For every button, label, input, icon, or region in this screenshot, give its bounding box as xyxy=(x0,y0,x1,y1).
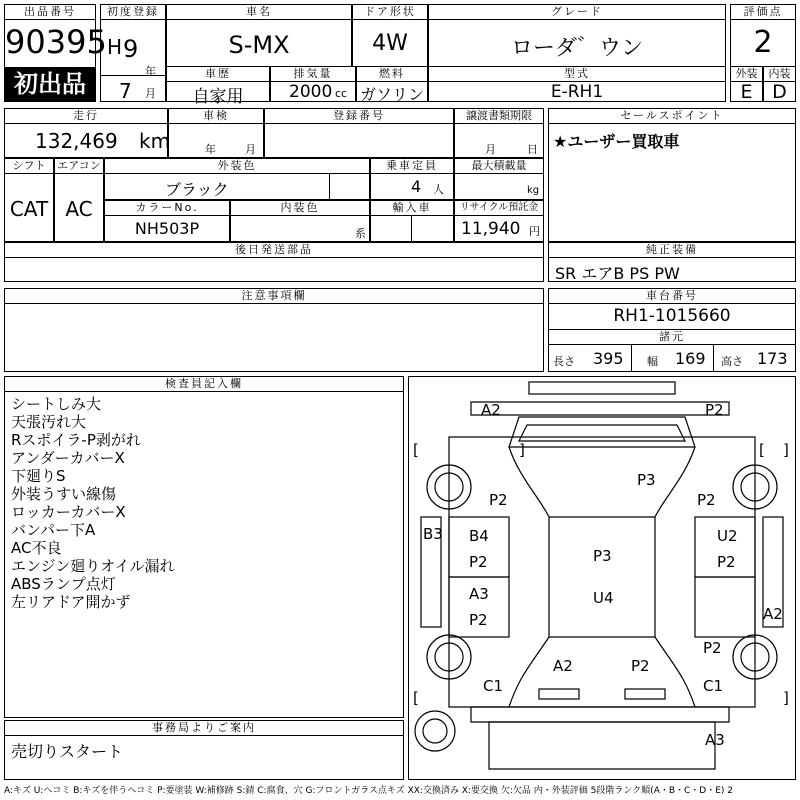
office-notice-block xyxy=(4,720,404,780)
model-code: E-RH1 xyxy=(550,82,604,102)
damage-mark: B3 xyxy=(423,525,443,543)
notes-block xyxy=(4,288,544,372)
color: ブラック xyxy=(165,180,229,199)
office-notice-label: 事務局よりご案内 xyxy=(5,721,403,736)
car-name: S-MX xyxy=(228,31,290,59)
lot-number-block xyxy=(4,4,107,102)
notes-label: 注意事項欄 xyxy=(5,289,543,304)
bracket-mark: ] xyxy=(783,689,789,707)
damage-diagram xyxy=(408,376,796,780)
first-registration-block xyxy=(100,4,166,102)
model-label: 型式 xyxy=(429,67,725,82)
inspector-note: AC不良 xyxy=(11,539,62,557)
lot-number: 90395 xyxy=(5,23,107,61)
inspector-note: エンジン廻りオイル漏れ xyxy=(11,557,175,575)
interior-color-label: 内装色 xyxy=(231,201,369,216)
damage-mark: P2 xyxy=(705,401,724,419)
inspector-note: ロッカーカバーX xyxy=(11,503,126,521)
fuel-label: 燃料 xyxy=(357,67,427,82)
sales-point-label: セールスポイント xyxy=(549,109,795,124)
damage-mark: P3 xyxy=(637,471,656,489)
dims-label: 諸元 xyxy=(549,329,795,345)
damage-mark: A2 xyxy=(481,401,501,419)
era: H xyxy=(107,35,123,59)
inspection-block xyxy=(168,108,264,158)
first-listing-badge: 初出品 xyxy=(5,67,95,101)
inspector-note: 左リアドア開かず xyxy=(11,593,131,611)
displacement: 2000 xyxy=(289,82,333,102)
capacity-block xyxy=(370,158,454,200)
car-name-label: 車名 xyxy=(167,5,351,20)
max-load-unit: kg xyxy=(527,185,540,196)
interior-label: 内装 xyxy=(764,67,795,82)
damage-mark: C1 xyxy=(703,677,724,695)
score: 2 xyxy=(753,25,773,60)
mileage-block xyxy=(4,108,171,158)
first-registration-label: 初度登録 xyxy=(101,5,165,20)
interior-color-suffix: 系 xyxy=(355,227,366,240)
car-name-block xyxy=(166,4,352,68)
width: 169 xyxy=(675,349,706,368)
first-reg-month: 7 xyxy=(119,79,132,103)
bracket-mark: [ xyxy=(759,441,765,459)
inspection-month-unit: 月 xyxy=(245,143,256,156)
genuine-equipment-label: 純正装備 xyxy=(549,243,795,258)
chassis-block xyxy=(548,288,796,372)
exterior-label: 外装 xyxy=(731,67,762,82)
damage-mark: U2 xyxy=(717,527,738,545)
inspection-year-unit: 年 xyxy=(205,143,216,156)
model-block xyxy=(428,66,726,102)
shift: CAT xyxy=(9,197,49,221)
inspector-note: シートしみ大 xyxy=(11,395,102,413)
year-unit: 年 xyxy=(145,65,156,78)
damage-mark: U4 xyxy=(593,589,614,607)
damage-mark: P2 xyxy=(469,553,488,571)
damage-mark: P2 xyxy=(697,491,716,509)
capacity-label: 乗車定員 xyxy=(371,159,453,174)
max-load-block xyxy=(454,158,544,200)
interior-block xyxy=(763,66,796,102)
color-label: 外装色 xyxy=(105,159,369,174)
top-section xyxy=(4,4,796,107)
office-notice: 売切りスタート xyxy=(11,742,124,761)
recycle-label: リサイクル預託金 xyxy=(455,201,543,216)
transfer-day-unit: 日 xyxy=(527,143,538,156)
grade-block xyxy=(428,4,726,68)
chassis-label: 車台番号 xyxy=(549,289,795,304)
recycle-unit: 円 xyxy=(529,225,540,238)
color-number: NH503P xyxy=(134,219,200,238)
color-number-block xyxy=(104,200,230,242)
transfer-deadline-label: 譲渡書類期限 xyxy=(455,109,543,124)
damage-mark: A3 xyxy=(705,731,725,749)
door-type-label: ドア形状 xyxy=(353,5,427,20)
import-block xyxy=(370,200,454,242)
damage-mark: P3 xyxy=(593,547,612,565)
displacement-label: 排気量 xyxy=(271,67,355,82)
import-label: 輸入車 xyxy=(371,201,453,216)
ac: AC xyxy=(65,197,93,221)
recycle-block xyxy=(454,200,544,242)
damage-mark: P2 xyxy=(631,657,650,675)
interior-color-block xyxy=(230,200,370,242)
color-block xyxy=(104,158,370,200)
transfer-deadline-block xyxy=(454,108,544,158)
inspector-note: バンパー下A xyxy=(11,521,96,539)
exterior-grade: E xyxy=(740,81,753,103)
damage-mark: A2 xyxy=(553,657,573,675)
inspector-note: 下廻りS xyxy=(11,467,66,485)
month-unit: 月 xyxy=(145,87,156,100)
car-outline-diagram xyxy=(409,377,795,779)
genuine-equipment: SR エアB PS PW xyxy=(555,264,680,283)
bracket-mark: [ xyxy=(413,441,419,459)
ac-label: エアコン xyxy=(55,159,103,174)
bracket-mark: [ xyxy=(413,689,419,707)
transfer-month-unit: 月 xyxy=(485,143,496,156)
damage-mark: B4 xyxy=(469,527,489,545)
reg-number-block xyxy=(264,108,454,158)
footer-legend: A:キズ U:ヘコミ B:キズを伴うヘコミ P:要塗装 W:補修跡 S:錆 C:腐食、穴 G:フロントガラス点キズ XX:交換済み X:要交換 欠:欠品 内・外装評価 5段階ランク順(A・B・C・D・E) 2 xyxy=(4,786,734,796)
door-type-block xyxy=(352,4,428,68)
height-label: 高さ xyxy=(721,355,743,368)
damage-mark: P2 xyxy=(489,491,508,509)
inspector-note: 外装うすい線傷 xyxy=(11,485,117,503)
damage-mark: C1 xyxy=(483,677,504,695)
reg-number-label: 登録番号 xyxy=(265,109,453,124)
mileage-label: 走行 xyxy=(5,109,167,124)
lot-number-label: 出品番号 xyxy=(5,5,95,20)
inspector-notes-label: 検査員記入欄 xyxy=(5,377,403,392)
score-label: 評価点 xyxy=(731,5,795,20)
capacity-unit: 人 xyxy=(433,183,444,196)
sales-point-block xyxy=(548,108,796,242)
genuine-equipment-block xyxy=(548,242,796,282)
color-number-label: カラーNo. xyxy=(105,201,229,216)
later-parts-block xyxy=(4,242,544,282)
bracket-mark: ] xyxy=(783,441,789,459)
shift-block xyxy=(4,158,54,242)
width-label: 幅 xyxy=(647,355,658,368)
grade-label: グレード xyxy=(429,5,725,20)
damage-mark: A2 xyxy=(763,605,783,623)
history-label: 車歴 xyxy=(167,67,269,82)
score-block xyxy=(730,4,796,68)
chassis-number: RH1-1015660 xyxy=(613,306,731,326)
history-block xyxy=(166,66,270,107)
max-load-label: 最大積載量 xyxy=(455,159,543,174)
fuel: ガソリン xyxy=(359,85,424,104)
recycle-deposit: 11,940 xyxy=(461,219,521,239)
height: 173 xyxy=(757,349,788,368)
displacement-block xyxy=(270,66,356,102)
damage-mark: A3 xyxy=(469,585,489,603)
shift-label: シフト xyxy=(5,159,53,174)
inspector-note: Rスポイラ-P剥がれ xyxy=(11,431,141,449)
bracket-mark: ] xyxy=(519,441,525,459)
mileage: 132,469 xyxy=(35,129,118,153)
fuel-block xyxy=(356,66,428,102)
inspection-label: 車検 xyxy=(169,109,263,124)
interior-grade: D xyxy=(772,81,787,103)
length: 395 xyxy=(593,349,624,368)
inspector-note: アンダーカバーX xyxy=(11,449,125,467)
grade: ローダ゛ウン xyxy=(510,36,643,61)
history: 自家用 xyxy=(192,87,244,107)
damage-mark: P2 xyxy=(469,611,488,629)
door-type: 4W xyxy=(372,31,408,56)
first-reg-year: 9 xyxy=(123,35,139,63)
inspector-note: 天張汚れ大 xyxy=(11,413,87,431)
exterior-block xyxy=(730,66,763,102)
inspector-note: ABSランプ点灯 xyxy=(11,575,116,593)
damage-mark: P2 xyxy=(717,553,736,571)
ac-block xyxy=(54,158,104,242)
mileage-unit: km xyxy=(139,129,171,153)
inspector-notes-block xyxy=(4,376,404,718)
length-label: 長さ xyxy=(553,355,575,368)
inspector-notes-list xyxy=(11,395,175,611)
damage-mark: P2 xyxy=(703,639,722,657)
sales-point: ★ユーザー買取車 xyxy=(553,132,680,151)
later-parts-label: 後日発送部品 xyxy=(5,243,543,258)
displacement-unit: cc xyxy=(335,87,348,100)
capacity: 4 xyxy=(411,177,422,196)
